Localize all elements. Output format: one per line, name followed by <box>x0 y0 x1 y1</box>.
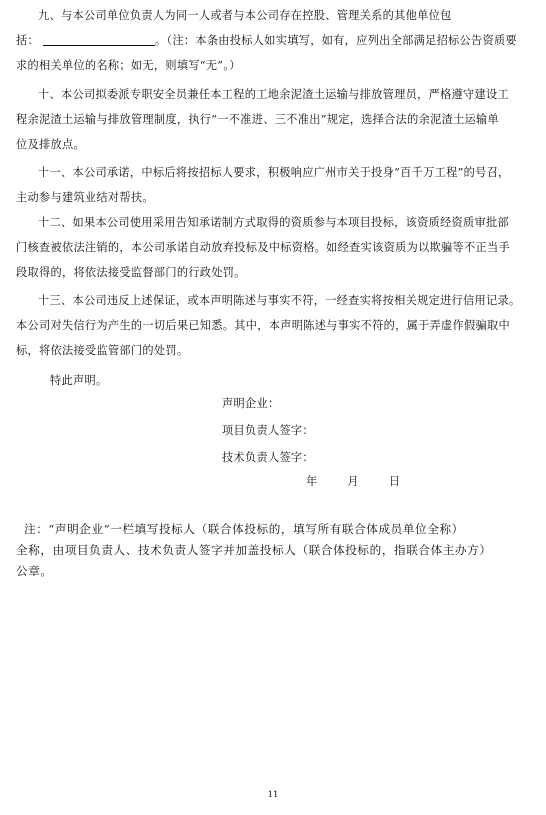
paragraph-13-line-1: 十三、本公司违反上述保证，或本声明陈述与事实不符，一经查实将按相关规定进行信用记录。 <box>38 294 521 307</box>
paragraph-10-line-3: 位及排放点。 <box>16 138 85 151</box>
paragraph-9 <box>16 3 530 78</box>
paragraph-10 <box>16 82 530 157</box>
paragraph-11-line-2: 主动参与建筑业结对帮扶。 <box>16 191 154 204</box>
date-year-label: 年 <box>306 475 318 488</box>
paragraph-9-prefix: 括： <box>16 34 39 47</box>
paragraph-13-line-2: 本公司对失信行为产生的一切后果已知悉。其中，本声明陈述与事实不符的，属于弄虚作假骗取中 <box>16 319 510 332</box>
related-units-blank <box>43 33 155 46</box>
paragraph-10-line-1: 十、本公司拟委派专职安全员兼任本工程的工地余泥渣土运输与排放管理员，严格遵守建设工 <box>38 88 509 101</box>
paragraph-12 <box>16 210 530 285</box>
paragraph-9-suffix: 。（注：本条由投标人如实填写，如有，应列出全部满足招标公告资质要 <box>154 34 517 47</box>
signature-project-lead-label: 项目负责人签字： <box>222 424 314 437</box>
page-number: 11 <box>267 790 279 800</box>
signature-tech-lead-label: 技术负责人签字： <box>222 451 314 464</box>
signature-company-label: 声明企业： <box>222 397 280 410</box>
signature-date <box>306 473 426 489</box>
paragraph-9-line-3: 求的相关单位的名称；如无，则填写“无”。） <box>16 59 241 72</box>
paragraph-9-line-1: 九、与本公司单位负责人为同一人或者与本公司存在控股、管理关系的其他单位包 <box>38 9 452 22</box>
paragraph-11 <box>16 160 530 210</box>
footnote-line-3: 公章。 <box>16 564 53 578</box>
paragraph-12-line-3: 段取得的，将依法接受监督部门的行政处罚。 <box>16 266 246 279</box>
closing-text: 特此声明。 <box>50 374 108 387</box>
paragraph-12-line-2: 门核查被依法注销的，本公司承诺自动放弃投标及中标资格。如经查实该资质为以欺骗等不正当手 <box>16 241 510 254</box>
footnote <box>16 519 530 582</box>
date-day-label: 日 <box>388 475 401 488</box>
closing-statement <box>16 368 530 393</box>
paragraph-9-line-2 <box>16 28 530 53</box>
footnote-line-2: 全称，由项目负责人、技术负责人签字并加盖投标人（联合体投标的，指联合体主办方） <box>16 543 492 557</box>
footnote-line-1: 注：“声明企业”一栏填写投标人（联合体投标的，填写所有联合体成员单位全称） <box>24 522 464 536</box>
paragraph-13-line-3: 标，将依法接受监管部门的处罚。 <box>16 344 189 357</box>
date-month-label: 月 <box>347 475 359 488</box>
paragraph-12-line-1: 十二、如果本公司使用采用告知承诺制方式取得的资质参与本项目投标，该资质经资质审批部 <box>38 216 509 229</box>
paragraph-11-line-1: 十一、本公司承诺，中标后将按招标人要求，积极响应广州市关于投身“百千万工程”的号召， <box>38 166 510 179</box>
paragraph-10-line-2: 程余泥渣土运输与排放管理制度，执行“一不准进、三不准出”规定，选择合法的余泥渣土运输单 <box>16 113 500 126</box>
paragraph-13 <box>16 288 530 363</box>
